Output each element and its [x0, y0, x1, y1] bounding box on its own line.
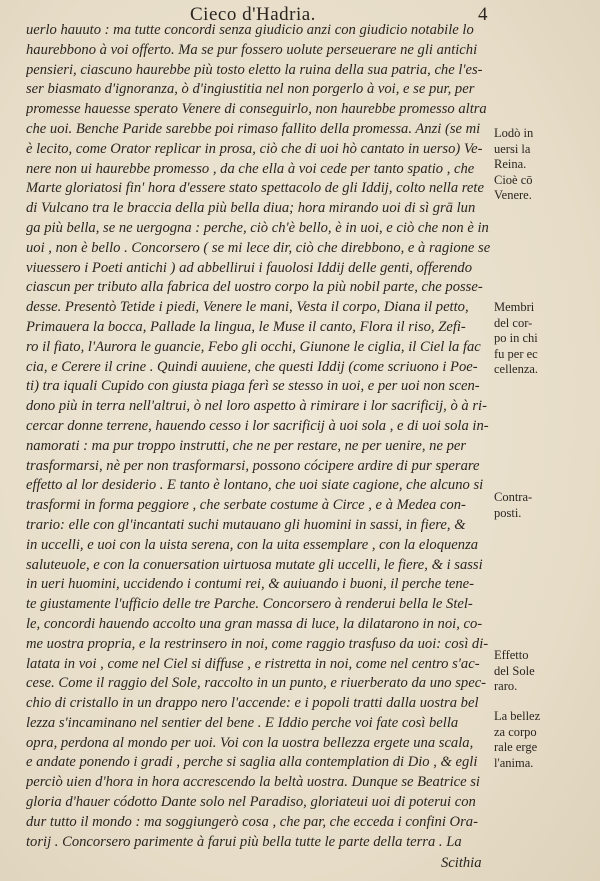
text-line: saluteuole, e con la conuersation uirtuosa mutate gli uccelli, le fiere, & i sassi [26, 556, 483, 573]
marginal-note-line: rale erge [494, 740, 538, 754]
text-line: viuessero i Poeti antichi ) ad abbellirui i fauolosi Iddij delle genti, offerendo [26, 259, 472, 276]
marginal-note-line: La bellez [494, 709, 541, 723]
marginal-note-line: Effetto [494, 648, 529, 662]
text-line: uerlo hauuto : ma tutte concordi senza giudicio anzi con giudicio notabile lo [26, 22, 474, 38]
main-text-block [26, 21, 492, 852]
text-line: Primauera la bocca, Pallade la lingua, le Muse il canto, Flora il riso, Zefi- [26, 318, 466, 335]
marginal-note-line: posti. [494, 505, 522, 520]
text-line: ser biasmato d'ignoranza, ò d'ingiustitia nel non porgerlo à voi, e se pur, per [26, 81, 475, 98]
marginal-note-line: Contra- [494, 490, 533, 504]
text-line: pensieri, ciascuno haurebbe più tosto eletto la ruina della sua patria, che l'es- [26, 61, 483, 78]
text-line: trasformarsi, nè per non trasformarsi, possono cócipere ardire di pur sperare [26, 457, 480, 474]
catchword: Scithia [441, 855, 482, 871]
text-line: e andate ponendo i gradi , perche si saglia alla contemplation di Dio , & egli [26, 754, 478, 771]
marginal-note-line: Reina. [494, 157, 527, 171]
text-line: promesse hauesse sperato Venere di conseguirlo, non haurebbe promesso altra [26, 101, 487, 118]
text-line: ciascun per tributo alla fabrica del uostro corpo la più nobil parte, che posse- [26, 279, 483, 296]
marginal-note-beauty [494, 709, 550, 771]
text-line: Marte gloriatosi fin' hora d'essere stato spettacolo de gli Iddij, colto nella rete [26, 180, 484, 197]
marginal-note-line: Membri [494, 300, 535, 314]
marginal-note-line: fu per ec [494, 346, 538, 361]
marginal-note-line: del cor- [494, 315, 533, 330]
page-number: 4 [478, 4, 488, 25]
text-line: nere non ui haurebbe promesso , da che ella à voi cede per tanto spatio , che [26, 160, 475, 177]
text-line: cercar donne terrene, hauendo cesso i lor sacrificij à uoi sola , e di uoi sola in- [26, 417, 489, 434]
marginal-note-body-parts [494, 300, 550, 378]
marginal-note-line: cellenza. [494, 362, 539, 376]
marginal-note-line: za corpo [494, 724, 537, 739]
running-title: Cieco d'Hadria. [190, 4, 316, 25]
text-line: ga più bella, se ne uergogna : perche, ciò ch'è bello, è in uoi, e ciò che non è in [26, 219, 489, 236]
text-line: namorati : ma pur troppo instrutti, che ne per restare, ne per uenire, ne per [26, 437, 467, 454]
text-line: le, concordi hauendo accolto una gran massa di luce, la dilatarono in noi, co- [26, 615, 483, 632]
text-line: trario: elle con gl'incantati suchi mutauano gli huomini in sassi, in fiere, & [26, 516, 466, 533]
marginal-note-line: del Sole [494, 663, 535, 678]
text-line: cese. Come il raggio del Sole, raccolto in un punto, e riuerberato da uno spec- [26, 675, 487, 692]
text-line: in ueri huomini, uccidendo i contumi rei, & auiuando i buoni, il perche tene- [26, 576, 475, 593]
marginal-note-praise [494, 126, 550, 204]
text-line: che uoi. Benche Paride sarebbe poi rimaso fallito della promessa. Anzi (se mi [26, 120, 481, 137]
text-line: torij . Concorsero parimente à faruі più bella tutte le parte della terra . La [26, 833, 462, 850]
text-line: desse. Presentò Tetide i piedi, Venere le mani, Vesta il corpo, Diana il petto, [26, 299, 469, 316]
marginal-note-line: uersi la [494, 141, 531, 156]
text-line: latata in voi , come nel Ciel si diffuse , e ristretta in noi, come nel centro s'ac- [26, 655, 480, 672]
text-line: è lecito, come Orator replicar in prosa, ciò che di uoi hò cantato in uerso) Ve- [26, 140, 483, 157]
marginal-note-line: po in chi [494, 331, 538, 345]
text-line: gloria d'hauer códotto Dante solo nel Paradiso, gloriateui uoi di poterui con [26, 794, 476, 811]
text-line: me uostra propria, e la restrinsero in noi, come raggio trasfuso da uoi: così di- [26, 635, 489, 652]
text-line: dono più in terra nell'altrui, ò nel loro aspetto à rimirare i lor sacrificij, ò à ri- [26, 398, 487, 415]
text-line: opra, perdona al mondo per uoi. Voi con la uostra bellezza ergete una scala, [26, 734, 474, 751]
marginal-note-line: Cioè cō [494, 172, 533, 187]
text-line: chio di cristallo in un drappo nero l'accende: e i popoli tratti dalla uostra bel [26, 695, 479, 712]
marginal-note-sun-effect [494, 648, 550, 695]
marginal-note-line: raro. [494, 679, 518, 693]
marginal-note-contrasts [494, 490, 550, 521]
marginal-note-line: Venere. [494, 188, 532, 202]
marginal-note-line: Lodò in [494, 126, 534, 140]
text-line: ti) tra iquali Cupido con giusta piaga ferì se stesso in uoi, e per uoi non scen- [26, 378, 480, 395]
text-line: cia, e Cerere il crine . Quindi auuiene, che questi Iddij (come scriuono i Poe- [26, 358, 478, 375]
text-line: perciò uien d'hora in hora accrescendo la beltà uostra. Dunque se Beatrice si [26, 774, 480, 791]
text-line: trasformi in forma peggiore , che serbate costume à Circe , e à Medea con- [26, 497, 466, 514]
text-line: haurebbono à voi offerto. Ma se pur fossero uolute perseuerare ne gli antichi [26, 41, 478, 58]
text-line: dur tutto il mondo : ma soggiungerò cosa , che par, che eccedа i confini Ora- [26, 813, 478, 830]
text-line: te giustamente l'ufficio delle tre Parche. Concorsero à renderui bella le Stel- [26, 596, 473, 613]
text-line: uoi , non è bello . Concorsero ( se mi lece dir, ciò che direbbono, e à ragione se [26, 239, 491, 256]
text-line: di Vulcano tra le braccia della più bella diua; hora mirando uoi di sì grā lun [26, 200, 476, 217]
text-line: effetto al lor desiderio . E tanto è lontano, che uoi siate cagione, che alcuno si [26, 477, 484, 494]
text-line: in uccelli, e uoi con la uista serena, con la uita essemplare , con la eloquenza [26, 536, 479, 553]
text-line: ro il fiato, l'Aurora le guancie, Febo gli occhi, Giunone le ciglia, il Ciel la fac [26, 338, 481, 355]
marginal-note-line: l'anima. [494, 755, 534, 770]
text-line: lezza s'incaminano nel sentier del bene . E Iddio perche voi fate così bella [26, 714, 459, 731]
